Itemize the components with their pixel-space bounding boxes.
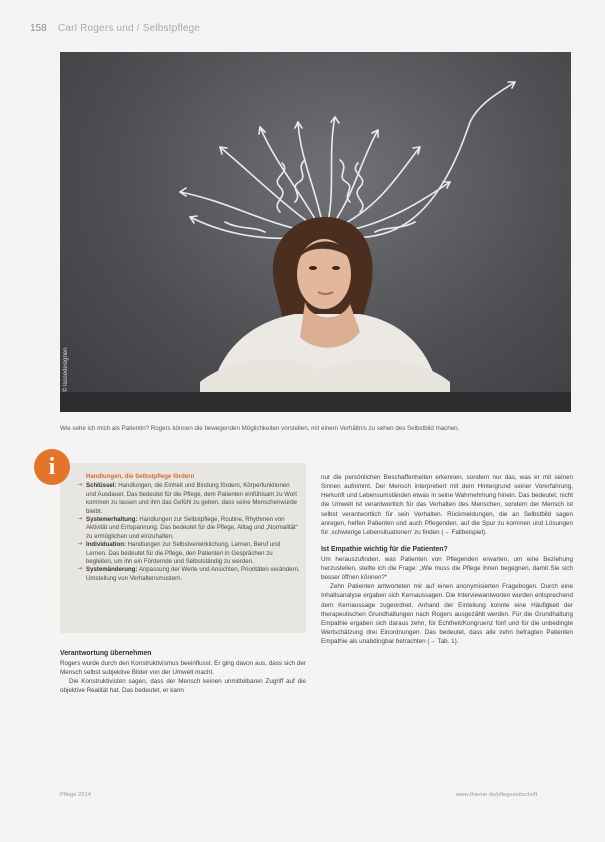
right-column [321,473,573,646]
paragraph: Die Konstruktivisten sagen, dass der Mensch keinen unmittelbaren Zugriff auf die objektive Realität hat. Das bedeutet, er kann [60,678,306,695]
paragraph: nur die persönlichen Beschaffenheiten erkennen, sondern nur das, was er mit seinen Sinnen aufnimmt. Der Mensch interpretiert mit dem Hintergrund seiner Vorerfahrung, Herkunft und Lebensumständen etwas in seine Wahrnehmung hinein. Das bedeutet, nicht die Umwelt ist verantwortlich für das Verhalten des Menschen, sondern der Mensch ist selbst verantwortlich für sein Verhalten. Rückmeldungen, die an Selbstbild sagen anregen, helfen Patienten und auch Pflegenden, auf die Spur zu kommen und Lösungen für ‚schwierige Lebensituationen‘ zu finden (→ Fallbeispiel). [321,474,573,536]
info-item-term: Schlüssel: [86,482,117,490]
page-number: 158 [30,23,47,34]
info-box-content [78,473,300,583]
footer-url: www.thieme.de/pflegezeitschrift [456,792,538,798]
section-heading: Ist Empathie wichtig für die Patienten? [321,545,448,553]
info-item-text: Handlungen, die Einheit und Bindung fördern, Körperfunktionen und Ausdauer. Das bedeutet für die Pflege, dem Patienten einfühlsam zu Wort kommen zu lassen und ihm das Gefühl zu geben, dass seine Menschenwürde bleibt. [86,482,298,515]
running-header: Carl Rogers und / Selbstpflege [58,23,201,34]
paragraph: Um herauszufinden, was Patienten von Pflegenden erwarten, um eine Beziehung herzustellen, stellte ich die Frage: „Wie muss die Pflege ihnen begegnen, damit Sie sich besser öffnen können?“ [321,555,573,582]
info-item-term: Individuation: [86,541,126,549]
info-item-text: Handlungen zur Selbstverwirklichung, Lernen, Beruf und Lernen. Das bedeutet für die Pflege, den Patienten in Gesprächen zu begleiten, um ihn ein Fördernde und Selbstständig zu werden. [86,541,281,566]
footer-left: Pflege 2014 [60,792,91,798]
info-item-term: Systemänderung: [86,566,138,574]
info-box-title: Handlungen, die Selbstpflege fördern [86,473,195,480]
photo-credit: © lassedesignen [63,347,69,392]
info-icon: i [34,449,70,485]
photo-illustration [60,52,571,412]
info-item-text: Handlungen zur Selbstpflege, Routine, Rhythmen von Aktivität und Entspannung. Das bedeutet für die Pflege, Alltag und „Normalität“ zu ermöglichen und einzuhalten. [86,516,298,540]
photo-woman-thinking [60,52,571,412]
paragraph: Zehn Patienten antworteten mir auf einen anonymisierten Fragebogen. Durch eine Inhaltsanalyse ergaben sich Kernaussagen. Die Interviewantworten wurden entsprechend dem Kernaussage zugeordnet. Anhand der Einteilung konnte eine Häufigkeit der therapeutischen Grundhaltungen nach Rogers ausgezählt werden. Für die Grundhaltung Empathie ergaben sich daraus zehn, für Echtheit/Kongruenz fünf und für die unbedingte Wertschätzung drei Einordnungen. Das bedeutet, dass alle zehn befragten Patienten Empathie als unabdingbar betrachten (→ Tab. 1). [321,583,573,645]
info-item [78,566,300,583]
info-item-text: Anpassung der Werte und Ansichten, Prioritäten verändern, Umstellung von Verhaltensmustern. [86,566,300,582]
section-heading: Verantwortung übernehmen [60,650,152,657]
info-item [78,516,300,541]
left-column [60,649,306,696]
info-item-term: Systemerhaltung: [86,516,138,524]
info-item [78,482,300,516]
info-item [78,541,300,566]
photo-caption: Wie sehe ich mich als Patientin? Rogers können die bewegenden Möglichkeiten vorstellen, mit einem Verhältnis zu sehen des Selbstbild machen. [60,425,460,432]
paragraph: Rogers wurde durch den Konstruktivismus beeinflusst. Er ging davon aus, dass sich der Mensch selbst subjektive Bilder von der Umwelt macht. [60,660,306,677]
